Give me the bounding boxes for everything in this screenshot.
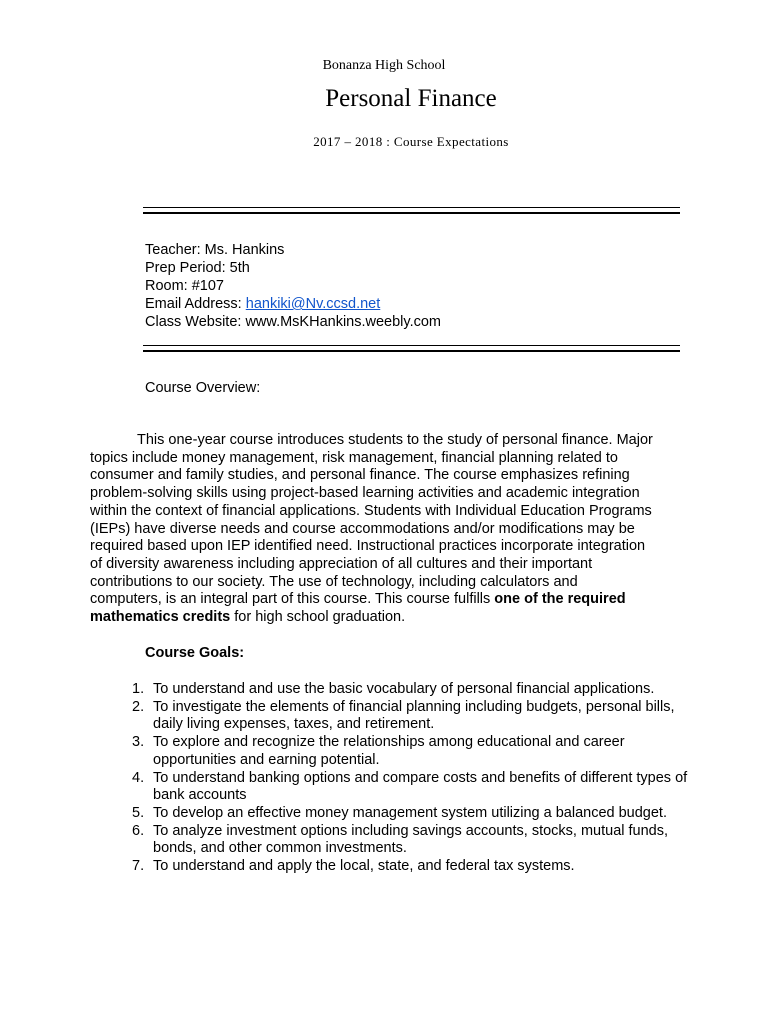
website-line: Class Website: www.MsKHankins.weebly.com	[145, 314, 441, 330]
email-link[interactable]: hankiki@Nv.ccsd.net	[245, 296, 381, 312]
overview-line: (IEPs) have diverse needs and course accommodations and/or modifications may be	[90, 520, 635, 537]
page-subtitle: 2017 – 2018 : Course Expectations	[313, 134, 509, 149]
school-name: Bonanza High School	[322, 58, 446, 73]
goal-item	[120, 681, 700, 699]
overview-line: problem-solving skills using project-based learning activities and academic integration	[90, 485, 640, 502]
overview-line: This one-year course introduces students to the study of personal finance. Major	[137, 432, 653, 448]
goal-text: To analyze investment options including savings accounts, stocks, mutual funds, bonds, and other common investments.	[153, 822, 669, 857]
goal-number: 7.	[132, 858, 145, 875]
course-overview-paragraph	[90, 432, 690, 627]
overview-text: for high school graduation.	[230, 609, 406, 626]
overview-bold-text: mathematics credits	[90, 609, 231, 626]
overview-line: within the context of financial applications. Students with Individual Education Programs	[90, 502, 652, 519]
course-overview-heading: Course Overview:	[145, 380, 261, 396]
teacher-info	[145, 241, 441, 331]
goal-number: 1.	[132, 681, 145, 697]
overview-line: required based upon IEP identified need. Instructional practices incorporate integration	[90, 538, 646, 555]
overview-line: consumer and family studies, and personal finance. The course emphasizes refining	[90, 467, 630, 484]
course-goals-list	[120, 681, 700, 876]
goal-number: 6.	[132, 822, 145, 839]
divider-bottom	[143, 345, 680, 352]
goal-item	[120, 770, 700, 805]
page-title: Personal Finance	[325, 85, 497, 112]
email-line	[145, 295, 441, 313]
overview-line: of diversity awareness including appreciation of all cultures and their important	[90, 555, 593, 572]
overview-line	[90, 591, 690, 609]
teacher-line: Teacher: Ms. Hankins	[145, 242, 285, 258]
goal-number: 3.	[132, 734, 145, 751]
overview-line: contributions to our society. The use of technology, including calculators and	[90, 573, 578, 590]
overview-line: topics include money management, risk management, financial planning related to	[90, 449, 618, 466]
goal-item	[120, 858, 700, 876]
goal-number: 5.	[132, 804, 145, 821]
email-label: Email Address:	[145, 296, 246, 312]
overview-bold-text: one of the required	[494, 591, 626, 608]
goal-text: To understand and apply the local, state, and federal tax systems.	[153, 858, 575, 875]
goal-number: 4.	[132, 769, 145, 786]
goal-number: 2.	[132, 698, 145, 715]
goal-text: To investigate the elements of financial planning including budgets, personal bills, daily living expenses, taxes, and retirement.	[153, 698, 675, 733]
course-goals-heading: Course Goals:	[145, 645, 245, 661]
goal-text: To understand banking options and compare costs and benefits of different types of bank accounts	[153, 769, 688, 804]
goal-text: To understand and use the basic vocabulary of personal financial applications.	[153, 681, 655, 697]
room-line: Room: #107	[145, 278, 224, 294]
overview-line	[90, 609, 690, 627]
goal-text: To explore and recognize the relationships among educational and career opportunities and earning potential.	[153, 734, 625, 768]
divider-top	[143, 207, 680, 214]
goal-item	[120, 823, 700, 858]
prep-period-line: Prep Period: 5th	[145, 260, 250, 276]
goal-text: To develop an effective money management system utilizing a balanced budget.	[153, 804, 667, 821]
goal-item	[120, 699, 700, 734]
overview-text: computers, is an integral part of this course. This course fulfills	[90, 591, 495, 608]
goal-item	[120, 734, 700, 769]
goal-item	[120, 805, 700, 823]
